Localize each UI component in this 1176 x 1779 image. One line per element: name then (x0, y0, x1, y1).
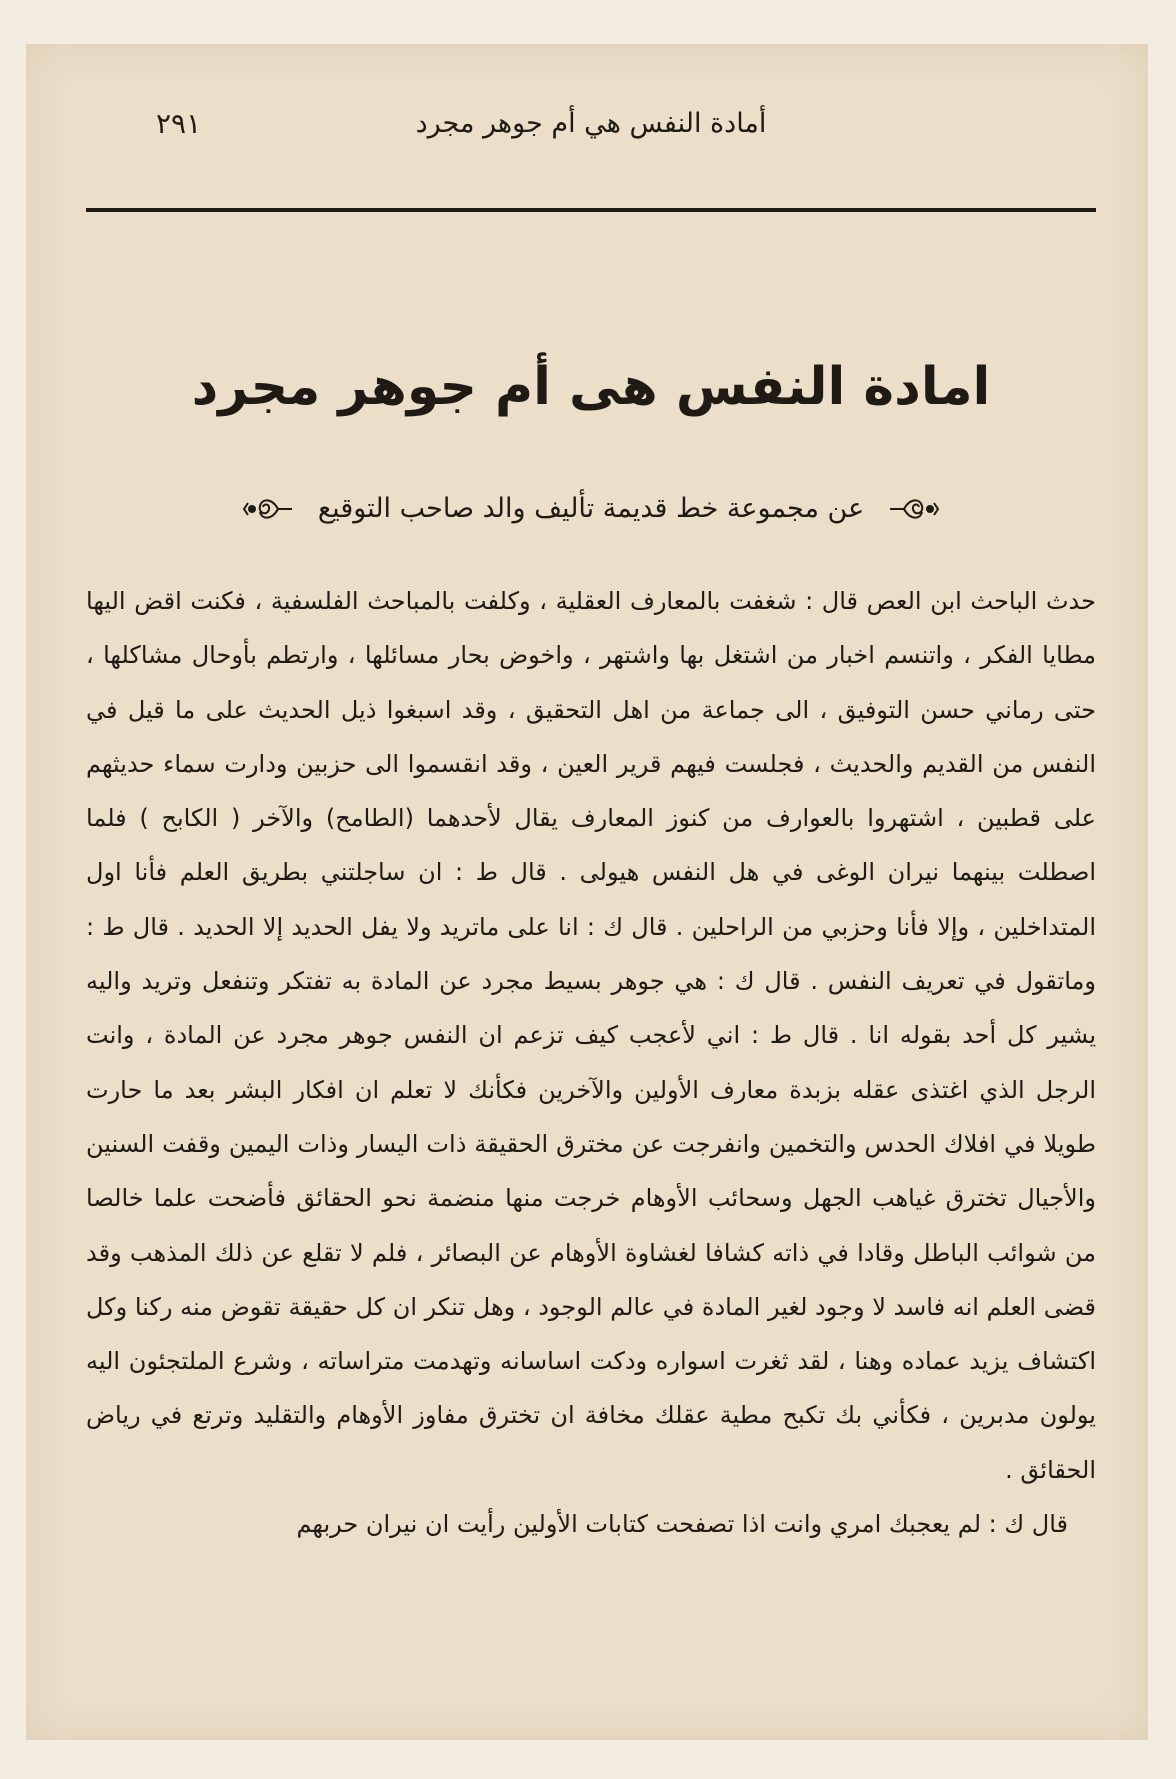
article-body (86, 574, 1096, 1551)
page-frame (26, 44, 1148, 1740)
article-title: امادة النفس هى أم جوهر مجرد (191, 357, 991, 417)
paragraph: قال ك : لم يعجبك امري وانت اذا تصفحت كتابات الأولين رأيت ان نيران حربهم (296, 1510, 1068, 1539)
page-number: ٢٩١ (156, 107, 202, 140)
ornament-left-icon (242, 494, 296, 524)
running-title: أمادة النفس هي أم جوهر مجرد (415, 108, 767, 139)
ornament-right-icon (886, 494, 940, 524)
running-header (86, 104, 1096, 154)
article-subtitle: عن مجموعة خط قديمة تأليف والد صاحب التوقيع (317, 493, 865, 524)
subtitle-row (86, 484, 1096, 534)
book-page (86, 104, 1096, 1539)
paragraph: حدث الباحث ابن العص قال : شغفت بالمعارف العقلية ، وكلفت بالمباحث الفلسفية ، فكنت اقض اليها مطايا الفكر ، واتنسم اخبار من اشتغل بها واشتهر ، واخوض بحار مسائلها ، وارتطم بأوحال مشاكلها ، حتى رماني حسن التوفيق ، الى جماعة من اهل التحقيق ، وقد اسبغوا ذيل الحديث على ما قيل في النفس من القديم والحديث ، فجلست فيهم قرير العين ، وقد انقسموا الى حزبين ودارت سماء حديثهم على قطبين ، اشتهروا بالعوارف من كنوز المعارف يقال لأحدهما (الطامح) والآخر ( الكابح ) فلما اصطلت بينهما نيران الوغى في هل النفس هيولى . قال ط : ان ساجلتني بطريق العلم فأنا اول المتداخلين ، وإلا فأنا وحزبي من الراحلين . قال ك : انا على ماتريد ولا يفل الحديد إلا الحديد . قال ط : وماتقول في تعريف النفس . قال ك : هي جوهر بسيط مجرد عن المادة به تفتكر وتنفعل وتريد واليه يشير كل أحد بقوله انا . قال ط : اني لأعجب كيف تزعم ان النفس جوهر مجرد عن المادة ، وانت الرجل الذي اغتذى عقله بزبدة معارف الأولين والآخرين فكأنك لا تعلم ان افكار البشر بعد ما حارت طويلا في افلاك الحدس والتخمين وانفرجت عن مخترق الحقيقة ذات اليسار وذات اليمين وقفت السنين والأجيال تخترق غياهب الجهل وسحائب الأوهام خرجت منها منضمة نحو الحقائق فأضحت علما خالصا من شوائب الباطل وقادا في ذاته كشافا لغشاوة الأوهام عن البصائر ، فلم لا تقلع عن ذلك المذهب وقد قضى العلم انه فاسد لا وجود لغير المادة في عالم الوجود ، وهل تنكر ان كل حقيقة تقوض منه ركنا وكل اكتشاف يزيد عماده وهنا ، لقد ثغرت اسواره ودكت اساسانه وتهدمت متراساته ، وشرع الملتجئون اليه يولون مدبرين ، فكأني بك تكبح مطية عقلك مخافة ان تخترق مفاوز الأوهام والتقليد وترتع في رياض الحقائق . (86, 587, 1096, 1484)
header-rule (86, 208, 1096, 212)
